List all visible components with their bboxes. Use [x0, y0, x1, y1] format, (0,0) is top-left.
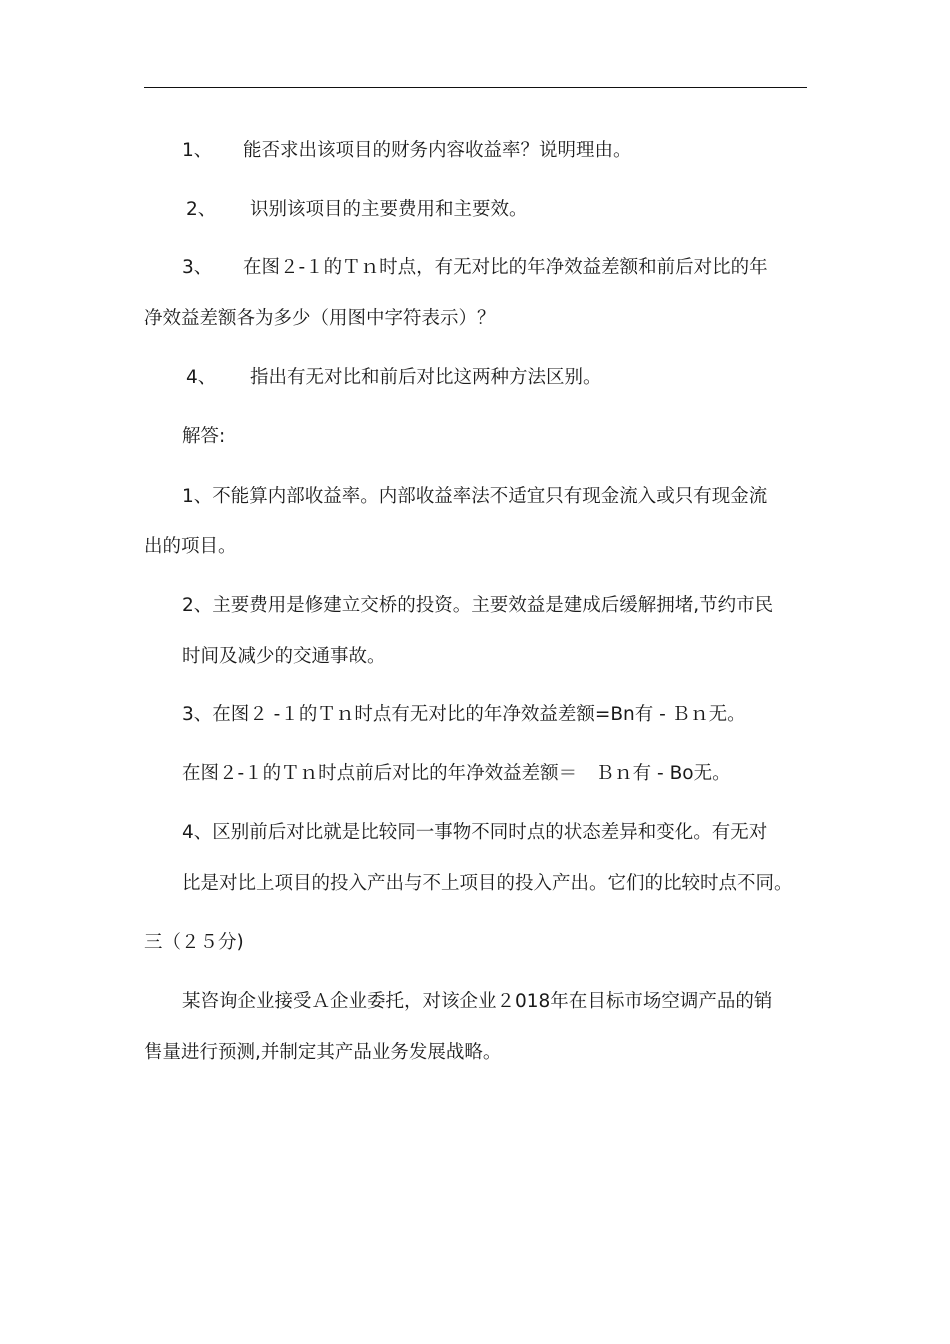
question-number: 4、 [186, 367, 217, 388]
question-1 [182, 139, 632, 163]
question-3 [182, 256, 768, 280]
answer-3-line-1: 3、在图２ -１的Ｔｎ时点有无对比的年净效益差额=Bn有 - Ｂｎ无。 [182, 704, 746, 725]
question-text: 能否求出该项目的财务内容收益率？说明理由。 [243, 140, 632, 161]
answer-1-line-2: 出的项目。 [144, 536, 237, 557]
answer-4-line-2: 比是对比上项目的投入产出与不上项目的投入产出。它们的比较时点不同。 [182, 873, 793, 894]
section-heading: 三（２５分) [144, 932, 244, 953]
question-4 [186, 366, 602, 390]
question-3-continuation: 净效益差额各为多少（用图中字符表示）？ [144, 308, 496, 329]
answer-4-line-1: 4、区别前后对比就是比较同一事物不同时点的状态差异和变化。有无对 [182, 822, 768, 843]
answer-heading: 解答: [182, 426, 226, 447]
question-number: 3、 [182, 257, 213, 278]
answer-3-line-2: 在图２-１的Ｔｎ时点前后对比的年净效益差额＝ Ｂｎ有 - Bo无。 [182, 763, 731, 784]
header-rule [144, 87, 807, 88]
question-text: 指出有无对比和前后对比这两种方法区别。 [250, 367, 602, 388]
question-text: 在图２-１的Ｔｎ时点，有无对比的年净效益差额和前后对比的年 [243, 257, 768, 278]
answer-2-line-2: 时间及减少的交通事故。 [182, 646, 386, 667]
section-body-line-1: 某咨询企业接受Ａ企业委托，对该企业２018年在目标市场空调产品的销 [182, 991, 773, 1012]
answer-1-line-1: 1、不能算内部收益率。内部收益率法不适宜只有现金流入或只有现金流 [182, 486, 768, 507]
question-2 [186, 198, 528, 222]
question-number: 2、 [186, 199, 217, 220]
answer-2-line-1: 2、主要费用是修建立交桥的投资。主要效益是建成后缓解拥堵,节约市民 [182, 595, 774, 616]
question-number: 1、 [182, 140, 213, 161]
section-body-line-2: 售量进行预测,并制定其产品业务发展战略。 [144, 1042, 502, 1063]
question-text: 识别该项目的主要费用和主要效。 [250, 199, 528, 220]
